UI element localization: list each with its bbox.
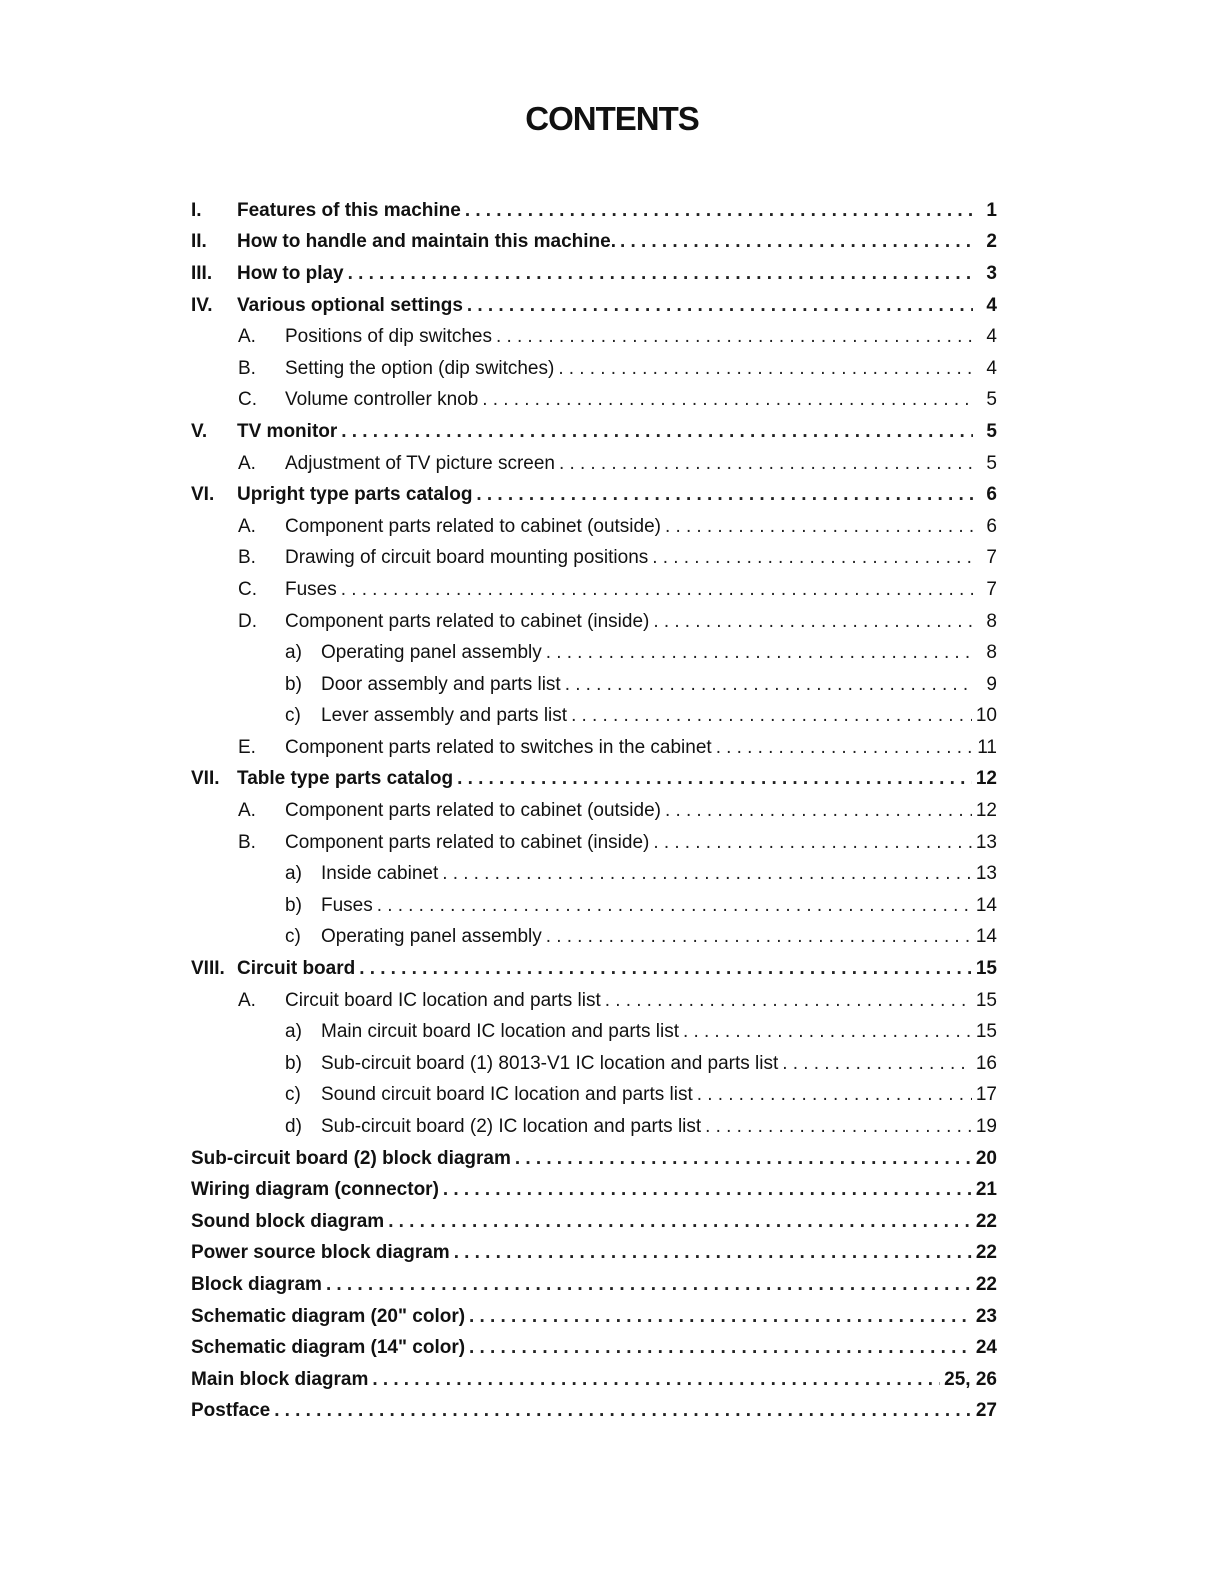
toc-entry-title: Volume controller knob	[285, 389, 479, 411]
toc-entry-title: Various optional settings	[237, 294, 463, 316]
toc-entry	[191, 227, 997, 259]
toc-entry-title: Component parts related to cabinet (inside)	[285, 831, 650, 853]
toc-entry	[191, 858, 997, 890]
toc-entry-page: 6	[986, 515, 997, 537]
toc-entry-page: 23	[975, 1305, 997, 1327]
toc-entry-number: III.	[191, 262, 213, 284]
toc-entry-title: Fuses	[321, 894, 373, 916]
toc-entry-title: Block diagram	[191, 1273, 322, 1295]
toc-entry-page: 14	[975, 894, 997, 916]
toc-entry-number: V.	[191, 420, 208, 442]
dot-leader	[515, 1148, 972, 1170]
toc-entry-page: 15	[975, 1021, 997, 1043]
toc-entry-number: A.	[238, 515, 256, 537]
toc-entry-number: IV.	[191, 294, 213, 316]
toc-entry-page: 25, 26	[944, 1368, 997, 1390]
toc-entry-number: B.	[238, 831, 256, 853]
toc-entry-title: Component parts related to switches in the cabinet	[285, 736, 712, 758]
dot-leader	[442, 863, 972, 885]
toc-entry-title: Adjustment of TV picture screen	[285, 452, 555, 474]
dot-leader	[443, 1179, 972, 1201]
toc-entry-number: a)	[285, 642, 302, 664]
dot-leader	[697, 1084, 972, 1106]
toc-entry-title: Setting the option (dip switches)	[285, 357, 555, 379]
toc-entry	[191, 701, 997, 733]
toc-entry-title: Inside cabinet	[321, 863, 439, 885]
toc-entry	[191, 321, 997, 353]
toc-entry-page: 4	[986, 357, 997, 379]
toc-entry-title: Circuit board IC location and parts list	[285, 989, 601, 1011]
toc-entry-page: 7	[986, 578, 997, 600]
toc-entry-page: 22	[975, 1273, 997, 1295]
toc-entry-number: A.	[238, 800, 256, 822]
dot-leader	[476, 484, 973, 506]
toc-entry-number: II.	[191, 231, 207, 253]
dot-leader	[705, 1116, 972, 1138]
toc-entry-page: 15	[975, 989, 997, 1011]
dot-leader	[467, 295, 973, 317]
toc-entry-number: c)	[285, 705, 301, 727]
toc-entry-page: 13	[975, 831, 997, 853]
dot-leader	[605, 990, 972, 1012]
dot-leader	[653, 832, 971, 854]
toc-entry-number: D.	[238, 610, 257, 632]
toc-entry-number: A.	[238, 452, 256, 474]
toc-entry-number: C.	[238, 578, 257, 600]
toc-entry	[191, 511, 997, 543]
dot-leader	[377, 895, 972, 917]
toc-entry-page: 5	[986, 452, 997, 474]
toc-entry	[191, 290, 997, 322]
dot-leader	[372, 1369, 940, 1391]
toc-entry	[191, 416, 997, 448]
toc-entry-title: How to handle and maintain this machine.	[237, 231, 616, 253]
toc-entry-title: Operating panel assembly	[321, 926, 542, 948]
dot-leader	[482, 389, 973, 411]
toc-entry-page: 8	[986, 642, 997, 664]
toc-entry-page: 19	[975, 1116, 997, 1138]
dot-leader	[274, 1400, 972, 1422]
toc-entry-title: Features of this machine	[237, 199, 461, 221]
toc-entry	[191, 574, 997, 606]
toc-entry-page: 12	[975, 800, 997, 822]
toc-entry-page: 27	[975, 1400, 997, 1422]
toc-entry-page: 11	[977, 736, 997, 758]
toc-entry-title: Schematic diagram (14" color)	[191, 1337, 466, 1359]
toc-entry	[191, 1301, 997, 1333]
toc-entry-number: B.	[238, 547, 256, 569]
toc-entry-number: VIII.	[191, 958, 225, 980]
toc-entry	[191, 1016, 997, 1048]
toc-entry	[191, 953, 997, 985]
toc-entry-title: Sound circuit board IC location and parts list	[321, 1084, 693, 1106]
toc-entry-title: Schematic diagram (20" color)	[191, 1305, 466, 1327]
toc-entry-number: b)	[285, 673, 302, 695]
toc-entry-page: 22	[975, 1242, 997, 1264]
toc-entry-number: B.	[238, 357, 256, 379]
dot-leader	[496, 326, 973, 348]
dot-leader	[546, 642, 973, 664]
toc-entry-page: 2	[986, 231, 997, 253]
dot-leader	[716, 737, 973, 759]
dot-leader	[683, 1021, 972, 1043]
toc-entry	[191, 985, 997, 1017]
toc-entry-page: 13	[975, 863, 997, 885]
toc-entry	[191, 1269, 997, 1301]
dot-leader	[348, 263, 973, 285]
toc-entry-number: c)	[285, 1084, 301, 1106]
toc-entry-title: Operating panel assembly	[321, 642, 542, 664]
toc-entry	[191, 1143, 997, 1175]
toc-entry-title: TV monitor	[237, 420, 338, 442]
toc-entry-page: 22	[975, 1210, 997, 1232]
toc-entry-title: Table type parts catalog	[237, 768, 454, 790]
toc-entry-title: How to play	[237, 262, 344, 284]
toc-entry	[191, 448, 997, 480]
toc-entry-title: Main circuit board IC location and parts list	[321, 1021, 679, 1043]
toc-entry-title: Fuses	[285, 578, 337, 600]
toc-entry	[191, 543, 997, 575]
toc-entry	[191, 353, 997, 385]
toc-entry-number: VI.	[191, 484, 215, 506]
dot-leader	[465, 200, 973, 222]
toc-entry	[191, 1364, 997, 1396]
toc-entry-number: a)	[285, 863, 302, 885]
toc-entry-page: 4	[986, 294, 997, 316]
toc-entry-page: 9	[986, 673, 997, 695]
toc-entry-title: Door assembly and parts list	[321, 673, 561, 695]
toc-entry	[191, 1080, 997, 1112]
toc-entry-number: E.	[238, 736, 256, 758]
dot-leader	[469, 1337, 972, 1359]
page-title: CONTENTS	[525, 100, 699, 137]
toc-entry-number: I.	[191, 199, 202, 221]
toc-entry-number: d)	[285, 1116, 302, 1138]
toc-entry-page: 10	[975, 705, 997, 727]
toc-entry-title: Upright type parts catalog	[237, 484, 473, 506]
toc-entry-title: Sound block diagram	[191, 1210, 385, 1232]
toc-entry-page: 14	[975, 926, 997, 948]
toc-entry-page: 16	[975, 1052, 997, 1074]
toc-entry-title: Drawing of circuit board mounting positions	[285, 547, 649, 569]
toc-entry	[191, 385, 997, 417]
dot-leader	[620, 231, 973, 253]
dot-leader	[565, 674, 973, 696]
dot-leader	[341, 421, 973, 443]
toc-entry	[191, 764, 997, 796]
dot-leader	[571, 705, 972, 727]
toc-entry-page: 4	[986, 326, 997, 348]
toc-entry	[191, 922, 997, 954]
dot-leader	[559, 453, 973, 475]
toc-entry-title: Power source block diagram	[191, 1242, 450, 1264]
dot-leader	[326, 1274, 972, 1296]
dot-leader	[457, 768, 972, 790]
toc-entry-number: VII.	[191, 768, 220, 790]
toc-entry-title: Component parts related to cabinet (inside)	[285, 610, 650, 632]
toc-entry-number: b)	[285, 894, 302, 916]
toc-entry-page: 21	[975, 1179, 997, 1201]
toc-entry-title: Postface	[191, 1400, 271, 1422]
toc-entry-title: Positions of dip switches	[285, 326, 492, 348]
toc-entry	[191, 669, 997, 701]
toc-entry-page: 3	[986, 262, 997, 284]
dot-leader	[665, 800, 972, 822]
toc-entry-title: Sub-circuit board (1) 8013-V1 IC location and parts list	[321, 1052, 779, 1074]
toc-entry	[191, 1174, 997, 1206]
toc-entry-page: 15	[975, 958, 997, 980]
toc-entry	[191, 258, 997, 290]
dot-leader	[546, 926, 972, 948]
toc-entry-page: 20	[975, 1147, 997, 1169]
toc-entry-page: 7	[986, 547, 997, 569]
dot-leader	[359, 958, 972, 980]
toc-entry-number: A.	[238, 326, 256, 348]
toc-entry-title: Component parts related to cabinet (outside)	[285, 515, 661, 537]
dot-leader	[653, 611, 973, 633]
dot-leader	[652, 547, 973, 569]
dot-leader	[558, 358, 973, 380]
dot-leader	[341, 579, 973, 601]
dot-leader	[454, 1242, 972, 1264]
toc-entry	[191, 827, 997, 859]
toc-entry-page: 24	[975, 1337, 997, 1359]
toc-entry	[191, 1238, 997, 1270]
toc-entry-page: 5	[986, 389, 997, 411]
toc-entry-title: Lever assembly and parts list	[321, 705, 568, 727]
toc-entry-number: c)	[285, 926, 301, 948]
toc-entry-page: 17	[975, 1084, 997, 1106]
toc-entry-page: 12	[975, 768, 997, 790]
toc-entry-number: C.	[238, 389, 257, 411]
toc-entry	[191, 890, 997, 922]
dot-leader	[665, 516, 973, 538]
toc-entry	[191, 479, 997, 511]
dot-leader	[388, 1211, 972, 1233]
toc-entry-title: Sub-circuit board (2) IC location and parts list	[321, 1116, 702, 1138]
toc-entry-page: 6	[986, 484, 997, 506]
toc-entry-number: a)	[285, 1021, 302, 1043]
toc-entry-page: 5	[986, 420, 997, 442]
toc-entry	[191, 1206, 997, 1238]
toc-entry-page: 1	[986, 199, 997, 221]
toc-entry-page: 8	[986, 610, 997, 632]
toc-entry-number: b)	[285, 1052, 302, 1074]
toc-entry-title: Wiring diagram (connector)	[191, 1179, 439, 1201]
toc-entry	[191, 1048, 997, 1080]
toc-entry	[191, 732, 997, 764]
toc-entry	[191, 195, 997, 227]
table-of-contents	[191, 195, 997, 1427]
toc-entry-title: Sub-circuit board (2) block diagram	[191, 1147, 511, 1169]
toc-entry	[191, 1332, 997, 1364]
toc-entry	[191, 1396, 997, 1428]
toc-entry	[191, 637, 997, 669]
toc-entry-title: Circuit board	[237, 958, 356, 980]
dot-leader	[469, 1306, 972, 1328]
toc-entry-title: Component parts related to cabinet (outside)	[285, 800, 661, 822]
dot-leader	[782, 1053, 972, 1075]
toc-entry-title: Main block diagram	[191, 1368, 369, 1390]
toc-entry	[191, 1111, 997, 1143]
toc-entry	[191, 795, 997, 827]
toc-entry-number: A.	[238, 989, 256, 1011]
toc-entry	[191, 606, 997, 638]
